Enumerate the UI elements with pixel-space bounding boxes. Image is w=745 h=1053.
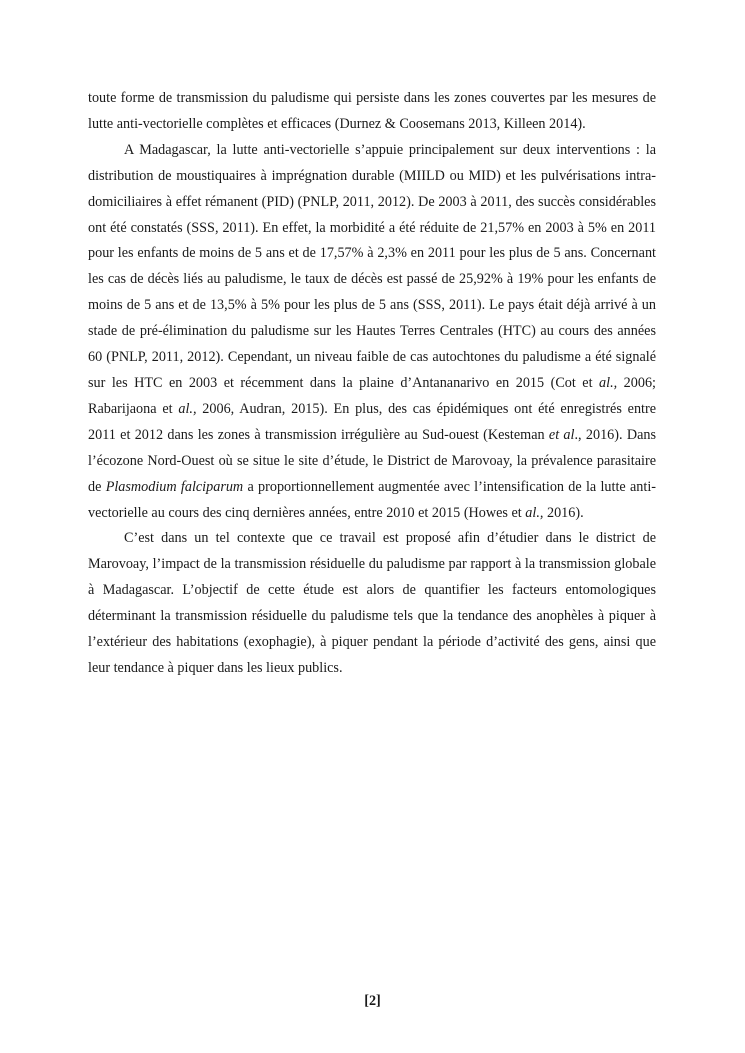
citation-et-al: et al <box>548 426 575 443</box>
citation-al: al., <box>178 400 197 417</box>
citation-al: al., <box>599 374 618 391</box>
paragraph-3-text: C’est dans un tel contexte que ce travail est proposé afin d’étudier dans le district de Marovoay, l’impact de la transmission résiduelle du paludisme par rapport à la transmission globale à Madagascar. L’objectif de cette étude est alors de quantifier les facteurs entomologiques déterminant la transmission résiduelle du paludisme tels que la tendance des anophèles à piquer à l’extérieur des habitations (exophagie), à piquer pendant la période d’activité des gens, ainsi que leur tendance à piquer dans les lieux publics. <box>88 530 656 676</box>
paragraph-1-text: toute forme de transmission du paludisme qui persiste dans les zones couvertes par les mesures de lutte anti-vectorielle complètes et efficaces (Durnez & Coosemans 2013, Killeen 2014). <box>88 90 656 132</box>
paragraph-2-text: 2016). <box>543 504 584 521</box>
paragraph-2-text: ., 2016). Dans l’écozone Nord-Ouest où se situe le site d’étude, le District de Marovoay, la prévalence parasitaire de <box>88 426 656 495</box>
species-name: Plasmodium falciparum <box>105 478 244 495</box>
paragraph-1 <box>88 86 656 138</box>
paragraph-3 <box>88 526 656 681</box>
paragraph-2-text: 2006, Audran, 2015). En plus, des cas épidémiques ont été enregistrés entre 2011 et 2012 dans les zones à transmission irrégulière au Sud-ouest (Kesteman <box>88 400 657 443</box>
paragraph-2-text: 2006; Rabarijaona et <box>88 374 656 417</box>
page-number: [2] <box>364 993 381 1009</box>
paragraph-2-text: A Madagascar, la lutte anti-vectorielle s’appuie principalement sur deux interventions : la distribution de moustiquaires à imprégnation durable (MIILD ou MID) et les pulvérisations intra-domiciliaires à effet rémanent (PID) (PNLP, 2011, 2012). De 2003 à 2011, des succès considérables ont été constatés (SSS, 2011). En effet, la morbidité a été réduite de 21,57% en 2003 à 5% en 2011 pour les enfants de moins de 5 ans et de 17,57% à 2,3% en 2011 pour les plus de 5 ans. Concernant les cas de décès liés au paludisme, le taux de décès est passé de 25,92% à 19% pour les enfants de moins de 5 ans et de 13,5% à 5% pour les plus de 5 ans (SSS, 2011). Le pays était déjà arrivé à un stade de pré-élimination du paludisme sur les Hautes Terres Centrales (HTC) au cours des années 60 (PNLP, 2011, 2012). Cependant, un niveau faible de cas autochtones du paludisme a été signalé sur les HTC en 2003 et récemment dans la plaine d’Antananarivo en 2015 (Cot et <box>88 141 656 391</box>
page-body <box>88 86 656 682</box>
citation-al: al., <box>525 504 544 521</box>
paragraph-2-text: a proportionnellement augmentée avec l’intensification de la lutte anti-vectorielle au cours des cinq dernières années, entre 2010 et 2015 (Howes et <box>88 478 656 521</box>
paragraph-2 <box>88 138 656 527</box>
